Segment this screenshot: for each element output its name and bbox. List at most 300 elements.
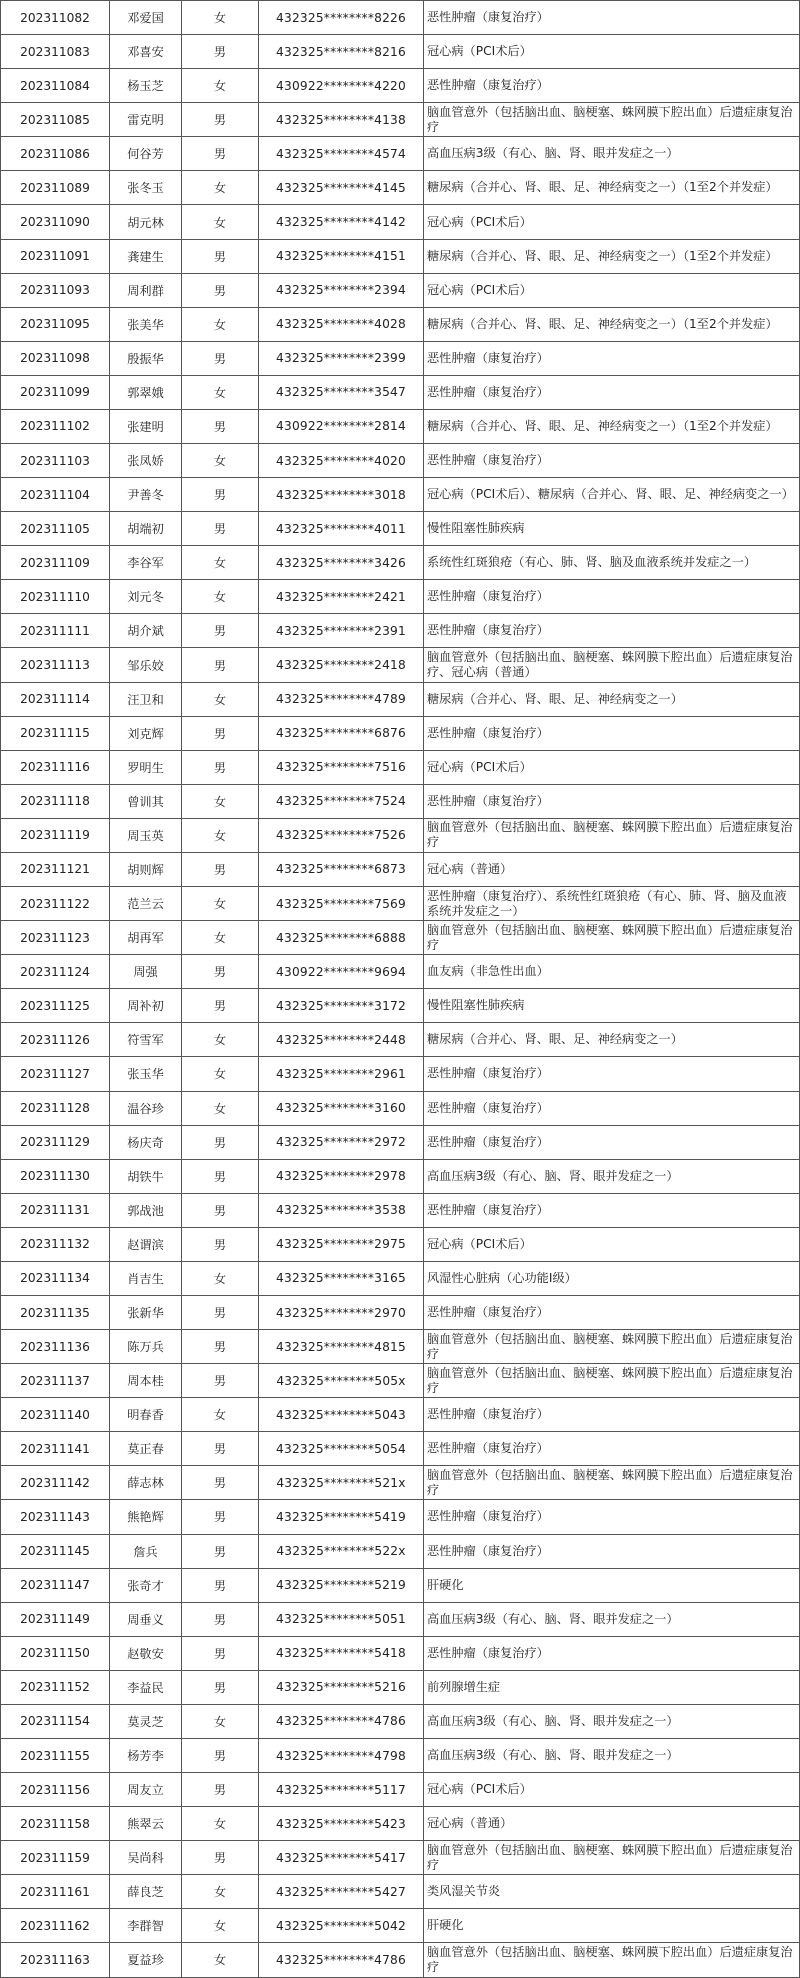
cell-record-id: 202311090 — [1, 205, 110, 239]
cell-id-number: 432325********3426 — [259, 546, 424, 580]
cell-disease: 慢性阻塞性肺疾病 — [424, 512, 800, 546]
table-row — [1, 1193, 800, 1227]
cell-record-id: 202311130 — [1, 1159, 110, 1193]
table-row — [1, 1, 800, 35]
cell-name: 郭翠娥 — [110, 375, 182, 409]
cell-disease: 肝硬化 — [424, 1568, 800, 1602]
cell-disease: 恶性肿瘤（康复治疗） — [424, 614, 800, 648]
cell-sex: 女 — [182, 1909, 259, 1943]
cell-id-number: 432325********4574 — [259, 137, 424, 171]
cell-id-number: 432325********2972 — [259, 1125, 424, 1159]
cell-disease: 冠心病（PCI术后）、糖尿病（合并心、肾、眼、足、神经病变之一） — [424, 478, 800, 512]
cell-name: 明春香 — [110, 1398, 182, 1432]
cell-sex: 男 — [182, 1466, 259, 1500]
cell-sex: 男 — [182, 1534, 259, 1568]
cell-name: 刘元冬 — [110, 580, 182, 614]
cell-sex: 男 — [182, 716, 259, 750]
cell-id-number: 432325********4011 — [259, 512, 424, 546]
cell-sex: 女 — [182, 1, 259, 35]
cell-sex: 男 — [182, 1125, 259, 1159]
table-row — [1, 682, 800, 716]
cell-name: 汪卫和 — [110, 682, 182, 716]
cell-id-number: 432325********8216 — [259, 35, 424, 69]
cell-name: 陈万兵 — [110, 1330, 182, 1364]
cell-record-id: 202311137 — [1, 1364, 110, 1398]
cell-record-id: 202311128 — [1, 1091, 110, 1125]
table-row — [1, 852, 800, 886]
cell-id-number: 432325********5427 — [259, 1875, 424, 1909]
cell-disease: 脑血管意外（包括脑出血、脑梗塞、蛛网膜下腔出血）后遗症康复治疗 — [424, 1841, 800, 1875]
cell-name: 曾训其 — [110, 784, 182, 818]
cell-disease: 糖尿病（合并心、肾、眼、足、神经病变之一）（1至2个并发症） — [424, 307, 800, 341]
cell-name: 杨芳李 — [110, 1738, 182, 1772]
cell-record-id: 202311118 — [1, 784, 110, 818]
cell-name: 熊翠云 — [110, 1807, 182, 1841]
cell-id-number: 432325********4138 — [259, 103, 424, 137]
table-row — [1, 1704, 800, 1738]
cell-name: 邹乐姣 — [110, 648, 182, 682]
cell-name: 肖吉生 — [110, 1261, 182, 1295]
table-row — [1, 1773, 800, 1807]
cell-id-number: 430922********4220 — [259, 69, 424, 103]
cell-name: 张美华 — [110, 307, 182, 341]
cell-record-id: 202311124 — [1, 955, 110, 989]
cell-disease: 恶性肿瘤（康复治疗） — [424, 1398, 800, 1432]
cell-sex: 女 — [182, 1704, 259, 1738]
cell-sex: 男 — [182, 1193, 259, 1227]
cell-disease: 恶性肿瘤（康复治疗）、系统性红斑狼疮（有心、肺、肾、脑及血液系统并发症之一） — [424, 887, 800, 921]
cell-sex: 男 — [182, 1670, 259, 1704]
cell-sex: 女 — [182, 921, 259, 955]
cell-name: 周玉英 — [110, 818, 182, 852]
cell-name: 詹兵 — [110, 1534, 182, 1568]
table-row — [1, 1227, 800, 1261]
cell-disease: 高血压病3级（有心、脑、肾、眼并发症之一） — [424, 1738, 800, 1772]
cell-name: 符雪军 — [110, 1023, 182, 1057]
cell-disease: 冠心病（PCI术后） — [424, 750, 800, 784]
table-row — [1, 273, 800, 307]
table-row — [1, 716, 800, 750]
cell-name: 李益民 — [110, 1670, 182, 1704]
cell-id-number: 432325********2970 — [259, 1295, 424, 1329]
cell-sex: 男 — [182, 750, 259, 784]
cell-disease: 高血压病3级（有心、脑、肾、眼并发症之一） — [424, 1602, 800, 1636]
cell-record-id: 202311126 — [1, 1023, 110, 1057]
cell-record-id: 202311082 — [1, 1, 110, 35]
cell-sex: 女 — [182, 375, 259, 409]
cell-disease: 脑血管意外（包括脑出血、脑梗塞、蛛网膜下腔出血）后遗症康复治疗 — [424, 1466, 800, 1500]
table-row — [1, 989, 800, 1023]
cell-name: 张建明 — [110, 409, 182, 443]
cell-name: 赵敬安 — [110, 1636, 182, 1670]
cell-id-number: 432325********6876 — [259, 716, 424, 750]
cell-sex: 女 — [182, 1807, 259, 1841]
cell-disease: 脑血管意外（包括脑出血、脑梗塞、蛛网膜下腔出血）后遗症康复治疗 — [424, 818, 800, 852]
cell-sex: 男 — [182, 273, 259, 307]
cell-disease: 前列腺增生症 — [424, 1670, 800, 1704]
cell-name: 薛志林 — [110, 1466, 182, 1500]
cell-sex: 男 — [182, 409, 259, 443]
cell-record-id: 202311123 — [1, 921, 110, 955]
cell-id-number: 432325********2391 — [259, 614, 424, 648]
table-row — [1, 1057, 800, 1091]
table-row — [1, 921, 800, 955]
cell-sex: 男 — [182, 955, 259, 989]
cell-id-number: 432325********5054 — [259, 1432, 424, 1466]
cell-disease: 恶性肿瘤（康复治疗） — [424, 1125, 800, 1159]
cell-id-number: 432325********5042 — [259, 1909, 424, 1943]
cell-id-number: 432325********2399 — [259, 341, 424, 375]
table-row — [1, 444, 800, 478]
cell-sex: 女 — [182, 69, 259, 103]
cell-id-number: 432325********4789 — [259, 682, 424, 716]
cell-name: 刘克辉 — [110, 716, 182, 750]
cell-disease: 糖尿病（合并心、肾、眼、足、神经病变之一） — [424, 1023, 800, 1057]
cell-sex: 男 — [182, 1773, 259, 1807]
cell-id-number: 432325********5117 — [259, 1773, 424, 1807]
cell-id-number: 430922********9694 — [259, 955, 424, 989]
cell-name: 莫灵芝 — [110, 1704, 182, 1738]
table-row — [1, 1875, 800, 1909]
cell-record-id: 202311086 — [1, 137, 110, 171]
cell-id-number: 432325********2978 — [259, 1159, 424, 1193]
cell-record-id: 202311122 — [1, 887, 110, 921]
table-row — [1, 1125, 800, 1159]
table-row — [1, 239, 800, 273]
cell-id-number: 432325********505x — [259, 1364, 424, 1398]
cell-sex: 男 — [182, 239, 259, 273]
cell-disease: 慢性阻塞性肺疾病 — [424, 989, 800, 1023]
table-row — [1, 1738, 800, 1772]
cell-id-number: 432325********6873 — [259, 852, 424, 886]
cell-name: 周补初 — [110, 989, 182, 1023]
cell-sex: 女 — [182, 1091, 259, 1125]
cell-sex: 女 — [182, 1943, 259, 1977]
cell-record-id: 202311145 — [1, 1534, 110, 1568]
cell-disease: 血友病（非急性出血） — [424, 955, 800, 989]
cell-id-number: 432325********6888 — [259, 921, 424, 955]
cell-sex: 男 — [182, 1227, 259, 1261]
cell-sex: 男 — [182, 1568, 259, 1602]
cell-sex: 男 — [182, 478, 259, 512]
cell-name: 邓喜安 — [110, 35, 182, 69]
cell-record-id: 202311141 — [1, 1432, 110, 1466]
cell-disease: 恶性肿瘤（康复治疗） — [424, 1500, 800, 1534]
cell-name: 尹善冬 — [110, 478, 182, 512]
cell-name: 张凤娇 — [110, 444, 182, 478]
table-row — [1, 409, 800, 443]
cell-name: 熊艳辉 — [110, 1500, 182, 1534]
cell-disease: 脑血管意外（包括脑出血、脑梗塞、蛛网膜下腔出血）后遗症康复治疗 — [424, 1364, 800, 1398]
cell-sex: 男 — [182, 512, 259, 546]
cell-record-id: 202311098 — [1, 341, 110, 375]
cell-sex: 男 — [182, 852, 259, 886]
cell-record-id: 202311140 — [1, 1398, 110, 1432]
table-row — [1, 1568, 800, 1602]
table-row — [1, 1841, 800, 1875]
cell-id-number: 432325********4028 — [259, 307, 424, 341]
cell-id-number: 432325********4145 — [259, 171, 424, 205]
cell-id-number: 432325********5219 — [259, 1568, 424, 1602]
cell-id-number: 432325********7569 — [259, 887, 424, 921]
cell-sex: 女 — [182, 818, 259, 852]
table-row — [1, 1091, 800, 1125]
cell-id-number: 432325********2975 — [259, 1227, 424, 1261]
cell-record-id: 202311163 — [1, 1943, 110, 1977]
cell-disease: 冠心病（PCI术后） — [424, 1773, 800, 1807]
cell-sex: 男 — [182, 1295, 259, 1329]
cell-name: 胡元林 — [110, 205, 182, 239]
table-row — [1, 1670, 800, 1704]
cell-id-number: 432325********3160 — [259, 1091, 424, 1125]
cell-sex: 男 — [182, 1738, 259, 1772]
cell-id-number: 432325********3547 — [259, 375, 424, 409]
cell-disease: 恶性肿瘤（康复治疗） — [424, 1193, 800, 1227]
cell-sex: 女 — [182, 1057, 259, 1091]
cell-sex: 女 — [182, 1261, 259, 1295]
cell-record-id: 202311103 — [1, 444, 110, 478]
cell-id-number: 432325********2421 — [259, 580, 424, 614]
cell-sex: 女 — [182, 546, 259, 580]
cell-disease: 类风湿关节炎 — [424, 1875, 800, 1909]
cell-record-id: 202311125 — [1, 989, 110, 1023]
table-row — [1, 1295, 800, 1329]
cell-record-id: 202311115 — [1, 716, 110, 750]
cell-sex: 女 — [182, 580, 259, 614]
cell-sex: 男 — [182, 648, 259, 682]
cell-id-number: 432325********4142 — [259, 205, 424, 239]
table-row — [1, 750, 800, 784]
cell-name: 张冬玉 — [110, 171, 182, 205]
cell-disease: 恶性肿瘤（康复治疗） — [424, 1534, 800, 1568]
cell-id-number: 432325********4798 — [259, 1738, 424, 1772]
cell-id-number: 432325********5043 — [259, 1398, 424, 1432]
cell-name: 雷克明 — [110, 103, 182, 137]
table-row — [1, 1330, 800, 1364]
cell-record-id: 202311116 — [1, 750, 110, 784]
table-row — [1, 784, 800, 818]
cell-id-number: 432325********2448 — [259, 1023, 424, 1057]
cell-record-id: 202311091 — [1, 239, 110, 273]
cell-record-id: 202311083 — [1, 35, 110, 69]
table-row — [1, 35, 800, 69]
cell-disease: 恶性肿瘤（康复治疗） — [424, 1, 800, 35]
cell-id-number: 432325********4786 — [259, 1943, 424, 1977]
cell-sex: 男 — [182, 989, 259, 1023]
cell-disease: 高血压病3级（有心、脑、肾、眼并发症之一） — [424, 1704, 800, 1738]
cell-record-id: 202311158 — [1, 1807, 110, 1841]
cell-disease: 高血压病3级（有心、脑、肾、眼并发症之一） — [424, 1159, 800, 1193]
cell-sex: 男 — [182, 1159, 259, 1193]
cell-disease: 冠心病（PCI术后） — [424, 1227, 800, 1261]
cell-disease: 脑血管意外（包括脑出血、脑梗塞、蛛网膜下腔出血）后遗症康复治疗 — [424, 103, 800, 137]
cell-name: 胡介斌 — [110, 614, 182, 648]
cell-disease: 冠心病（普通） — [424, 1807, 800, 1841]
cell-record-id: 202311119 — [1, 818, 110, 852]
cell-id-number: 432325********2394 — [259, 273, 424, 307]
cell-record-id: 202311129 — [1, 1125, 110, 1159]
cell-id-number: 432325********2961 — [259, 1057, 424, 1091]
cell-id-number: 432325********3538 — [259, 1193, 424, 1227]
cell-sex: 男 — [182, 1841, 259, 1875]
cell-record-id: 202311085 — [1, 103, 110, 137]
cell-name: 殷振华 — [110, 341, 182, 375]
cell-disease: 冠心病（PCI术后） — [424, 273, 800, 307]
cell-id-number: 432325********3018 — [259, 478, 424, 512]
cell-record-id: 202311105 — [1, 512, 110, 546]
cell-name: 范兰云 — [110, 887, 182, 921]
cell-name: 薛良芝 — [110, 1875, 182, 1909]
cell-disease: 恶性肿瘤（康复治疗） — [424, 1057, 800, 1091]
table-row — [1, 103, 800, 137]
cell-sex: 女 — [182, 1875, 259, 1909]
table-row — [1, 614, 800, 648]
table-row — [1, 546, 800, 580]
cell-sex: 女 — [182, 784, 259, 818]
cell-name: 邓爱国 — [110, 1, 182, 35]
cell-disease: 糖尿病（合并心、肾、眼、足、神经病变之一）（1至2个并发症） — [424, 171, 800, 205]
cell-record-id: 202311095 — [1, 307, 110, 341]
cell-sex: 男 — [182, 1500, 259, 1534]
cell-id-number: 432325********3165 — [259, 1261, 424, 1295]
cell-id-number: 432325********5051 — [259, 1602, 424, 1636]
cell-sex: 男 — [182, 614, 259, 648]
cell-disease: 冠心病（PCI术后） — [424, 35, 800, 69]
cell-disease: 恶性肿瘤（康复治疗） — [424, 784, 800, 818]
cell-record-id: 202311111 — [1, 614, 110, 648]
cell-name: 张玉华 — [110, 1057, 182, 1091]
cell-name: 周利群 — [110, 273, 182, 307]
cell-name: 周本桂 — [110, 1364, 182, 1398]
cell-id-number: 432325********5423 — [259, 1807, 424, 1841]
table-row — [1, 1807, 800, 1841]
cell-id-number: 432325********5417 — [259, 1841, 424, 1875]
table-row — [1, 1023, 800, 1057]
cell-disease: 恶性肿瘤（康复治疗） — [424, 375, 800, 409]
cell-id-number: 432325********7526 — [259, 818, 424, 852]
cell-id-number: 432325********522x — [259, 1534, 424, 1568]
cell-record-id: 202311147 — [1, 1568, 110, 1602]
cell-record-id: 202311110 — [1, 580, 110, 614]
cell-disease: 系统性红斑狼疮（有心、肺、肾、脑及血液系统并发症之一） — [424, 546, 800, 580]
cell-name: 胡再军 — [110, 921, 182, 955]
cell-name: 杨庆奇 — [110, 1125, 182, 1159]
table-row — [1, 955, 800, 989]
table-row — [1, 1636, 800, 1670]
table-body — [1, 1, 800, 1978]
cell-disease: 脑血管意外（包括脑出血、脑梗塞、蛛网膜下腔出血）后遗症康复治疗、冠心病（普通） — [424, 648, 800, 682]
cell-name: 李谷军 — [110, 546, 182, 580]
cell-sex: 男 — [182, 1364, 259, 1398]
cell-name: 罗明生 — [110, 750, 182, 784]
cell-id-number: 432325********5216 — [259, 1670, 424, 1704]
cell-id-number: 432325********4815 — [259, 1330, 424, 1364]
cell-record-id: 202311142 — [1, 1466, 110, 1500]
cell-disease: 冠心病（PCI术后） — [424, 205, 800, 239]
cell-record-id: 202311154 — [1, 1704, 110, 1738]
cell-record-id: 202311134 — [1, 1261, 110, 1295]
cell-name: 莫正春 — [110, 1432, 182, 1466]
cell-name: 吴尚科 — [110, 1841, 182, 1875]
cell-name: 胡端初 — [110, 512, 182, 546]
cell-sex: 男 — [182, 35, 259, 69]
cell-name: 胡铁牛 — [110, 1159, 182, 1193]
cell-disease: 风湿性心脏病（心功能I级） — [424, 1261, 800, 1295]
cell-id-number: 430922********2814 — [259, 409, 424, 443]
cell-disease: 糖尿病（合并心、肾、眼、足、神经病变之一）（1至2个并发症） — [424, 409, 800, 443]
table-row — [1, 580, 800, 614]
cell-name: 周垂义 — [110, 1602, 182, 1636]
cell-name: 胡则辉 — [110, 852, 182, 886]
table-row — [1, 1500, 800, 1534]
cell-id-number: 432325********3172 — [259, 989, 424, 1023]
cell-id-number: 432325********5418 — [259, 1636, 424, 1670]
cell-record-id: 202311136 — [1, 1330, 110, 1364]
cell-record-id: 202311152 — [1, 1670, 110, 1704]
cell-record-id: 202311162 — [1, 1909, 110, 1943]
cell-name: 李群智 — [110, 1909, 182, 1943]
cell-disease: 糖尿病（合并心、肾、眼、足、神经病变之一）（1至2个并发症） — [424, 239, 800, 273]
cell-record-id: 202311161 — [1, 1875, 110, 1909]
table-row — [1, 137, 800, 171]
table-row — [1, 1432, 800, 1466]
cell-record-id: 202311102 — [1, 409, 110, 443]
cell-record-id: 202311093 — [1, 273, 110, 307]
cell-disease: 高血压病3级（有心、脑、肾、眼并发症之一） — [424, 137, 800, 171]
table-row — [1, 341, 800, 375]
cell-record-id: 202311131 — [1, 1193, 110, 1227]
cell-disease: 恶性肿瘤（康复治疗） — [424, 341, 800, 375]
cell-record-id: 202311121 — [1, 852, 110, 886]
table-row — [1, 818, 800, 852]
cell-disease: 恶性肿瘤（康复治疗） — [424, 1636, 800, 1670]
table-row — [1, 1398, 800, 1432]
cell-record-id: 202311159 — [1, 1841, 110, 1875]
cell-id-number: 432325********7516 — [259, 750, 424, 784]
table-row — [1, 1909, 800, 1943]
table-row — [1, 1364, 800, 1398]
table-row — [1, 171, 800, 205]
cell-id-number: 432325********8226 — [259, 1, 424, 35]
cell-sex: 男 — [182, 137, 259, 171]
cell-record-id: 202311099 — [1, 375, 110, 409]
cell-sex: 女 — [182, 1023, 259, 1057]
cell-id-number: 432325********4151 — [259, 239, 424, 273]
cell-name: 周强 — [110, 955, 182, 989]
cell-record-id: 202311156 — [1, 1773, 110, 1807]
table-row — [1, 1534, 800, 1568]
cell-sex: 女 — [182, 171, 259, 205]
cell-sex: 女 — [182, 1398, 259, 1432]
cell-record-id: 202311089 — [1, 171, 110, 205]
cell-name: 夏益珍 — [110, 1943, 182, 1977]
table-row — [1, 1261, 800, 1295]
table-row — [1, 307, 800, 341]
cell-name: 周友立 — [110, 1773, 182, 1807]
table-row — [1, 648, 800, 682]
cell-sex: 男 — [182, 1602, 259, 1636]
table-row — [1, 512, 800, 546]
cell-sex: 男 — [182, 1432, 259, 1466]
table-row — [1, 478, 800, 512]
cell-name: 杨玉芝 — [110, 69, 182, 103]
cell-disease: 恶性肿瘤（康复治疗） — [424, 69, 800, 103]
cell-disease: 恶性肿瘤（康复治疗） — [424, 1091, 800, 1125]
cell-id-number: 432325********2418 — [259, 648, 424, 682]
table-row — [1, 887, 800, 921]
cell-disease: 糖尿病（合并心、肾、眼、足、神经病变之一） — [424, 682, 800, 716]
cell-sex: 女 — [182, 205, 259, 239]
